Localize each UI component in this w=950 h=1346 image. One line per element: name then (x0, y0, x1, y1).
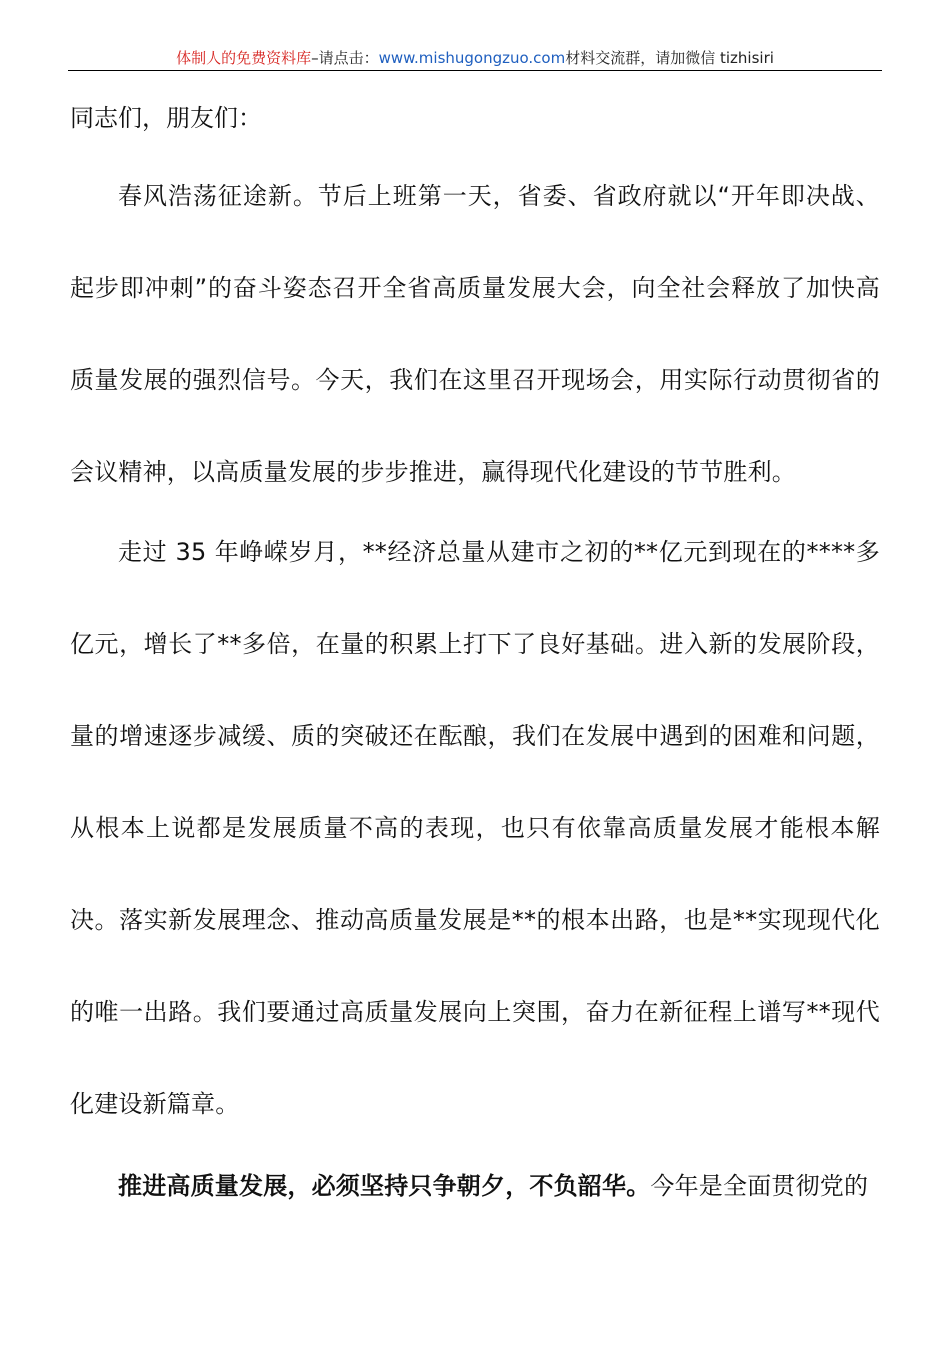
paragraph-3 (70, 1140, 880, 1232)
page-header (68, 46, 882, 70)
header-divider (68, 70, 882, 71)
header-url-link[interactable]: www.mishugongzuo.com (378, 49, 566, 67)
document-greeting: 同志们，朋友们： (70, 104, 262, 132)
paragraph-2-text: 走过 35 年峥嵘岁月，**经济总量从建市之初的**亿元到现在的****多亿元，增长了**多倍，在量的积累上打下了良好基础。进入新的发展阶段，量的增速逐步减缓、质的突破还在酝酿，我们在发展中遇到的困难和问题，从根本上说都是发展质量不高的表现，也只有依靠高质量发展才能根本解决。落实新发展理念、推动高质量发展是**的根本出路，也是**实现现代化的唯一出路。我们要通过高质量发展向上突围，奋力在新征程上谱写**现代化建设新篇章。 (70, 538, 880, 1118)
paragraph-3-lead: 推进高质量发展，必须坚持只争朝夕，不负韶华。 (118, 1172, 651, 1200)
header-brand: 体制人的免费资料库 (176, 49, 312, 67)
paragraph-1-text: 春风浩荡征途新。节后上班第一天，省委、省政府就以“开年即决战、起步即冲刺”的奋斗姿态召开全省高质量发展大会，向全社会释放了加快高质量发展的强烈信号。今天，我们在这里召开现场会，用实际行动贯彻省的会议精神，以高质量发展的步步推进，赢得现代化建设的节节胜利。 (70, 182, 880, 486)
header-prompt: –请点击： (311, 49, 379, 67)
paragraph-2 (70, 506, 880, 1150)
paragraph-3-text: 今年是全面贯彻党的 (650, 1172, 869, 1200)
paragraph-1 (70, 150, 880, 518)
header-contact-note: 材料交流群，请加微信 tizhisiri (565, 49, 774, 67)
